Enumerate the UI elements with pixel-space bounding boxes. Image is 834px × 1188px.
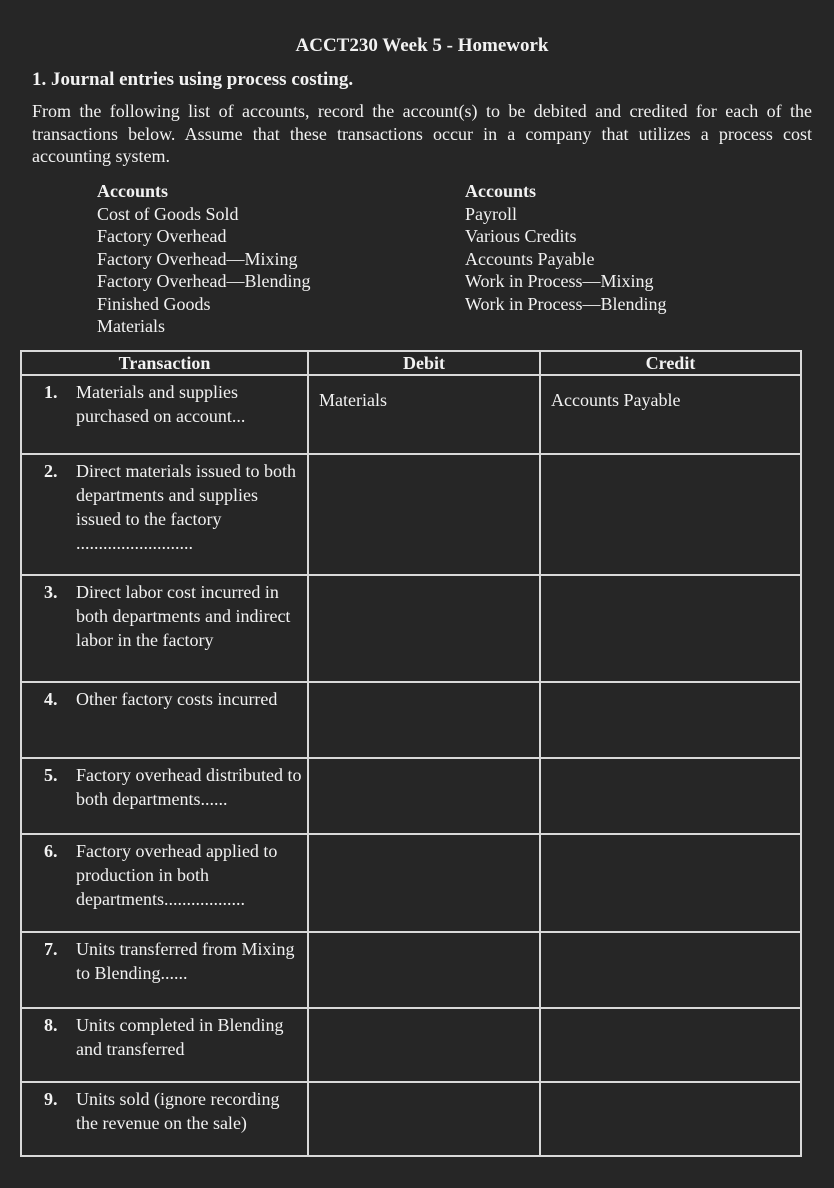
table-row <box>21 1082 801 1156</box>
credit-entry[interactable] <box>541 1083 800 1095</box>
transaction-text: Direct materials issued to both departments and supplies issued to the factory .......................... <box>76 461 296 553</box>
transaction-text: Units transferred from Mixing to Blending...... <box>76 939 295 983</box>
debit-entry[interactable]: Materials <box>319 390 387 410</box>
journal-table <box>20 350 802 1157</box>
credit-cell[interactable] <box>540 1082 801 1156</box>
account-item: Accounts Payable <box>465 248 595 269</box>
transaction-number: 8. <box>44 1015 58 1035</box>
header-transaction: Transaction <box>21 351 308 375</box>
credit-cell[interactable] <box>540 834 801 932</box>
transaction-number: 2. <box>44 461 58 481</box>
debit-cell[interactable] <box>308 1008 540 1082</box>
account-item: Materials <box>97 316 165 336</box>
debit-entry[interactable] <box>309 933 539 945</box>
account-item: Factory Overhead—Blending <box>97 271 311 291</box>
transaction-cell <box>21 932 308 1008</box>
transaction-text: Direct labor cost incurred in both departments and indirect labor in the factory <box>76 582 291 650</box>
page-title: ACCT230 Week 5 - Homework <box>295 35 549 56</box>
account-item: Finished Goods <box>97 293 211 314</box>
transaction-text: Factory overhead applied to production in both departments.................. <box>76 841 278 909</box>
header-credit: Credit <box>540 351 801 375</box>
transaction-number: 6. <box>44 841 58 861</box>
instructions: From the following list of accounts, record the account(s) to be debited and credited for each of the transactions below. Assume that these transactions occur in a company that utilizes a process cost accounting system. <box>32 101 812 166</box>
debit-entry[interactable] <box>309 1009 539 1021</box>
table-row <box>21 375 801 454</box>
debit-cell[interactable] <box>308 454 540 575</box>
account-item: Work in Process—Blending <box>465 293 667 314</box>
accounts-heading: Accounts <box>465 181 536 201</box>
credit-entry[interactable] <box>541 455 800 467</box>
credit-entry[interactable] <box>541 683 800 695</box>
transaction-text: Factory overhead distributed to both departments...... <box>76 765 302 809</box>
transaction-cell <box>21 575 308 682</box>
table-row <box>21 1008 801 1082</box>
table-row <box>21 758 801 834</box>
transaction-text: Other factory costs incurred <box>76 689 278 709</box>
credit-cell[interactable] <box>540 1008 801 1082</box>
credit-cell[interactable] <box>540 682 801 758</box>
credit-cell[interactable] <box>540 932 801 1008</box>
transaction-number: 5. <box>44 765 58 785</box>
credit-entry[interactable]: Accounts Payable <box>551 390 681 410</box>
transaction-number: 9. <box>44 1089 58 1109</box>
account-item: Payroll <box>465 203 517 224</box>
table-row <box>21 575 801 682</box>
debit-cell[interactable] <box>308 834 540 932</box>
accounts-list-right <box>465 180 667 315</box>
question-heading: 1. Journal entries using process costing. <box>32 69 354 90</box>
transaction-cell <box>21 454 308 575</box>
debit-entry[interactable] <box>309 576 539 588</box>
debit-entry[interactable] <box>309 683 539 695</box>
debit-cell[interactable] <box>308 375 540 454</box>
table-row <box>21 682 801 758</box>
table-row <box>21 834 801 932</box>
transaction-text: Units sold (ignore recording the revenue on the sale) <box>76 1089 280 1133</box>
credit-entry[interactable] <box>541 759 800 771</box>
table-row <box>21 932 801 1008</box>
accounts-heading: Accounts <box>97 181 168 201</box>
transaction-number: 1. <box>44 382 58 402</box>
transaction-cell <box>21 1008 308 1082</box>
header-debit: Debit <box>308 351 540 375</box>
transaction-text: Units completed in Blending and transferred <box>76 1015 284 1059</box>
debit-entry[interactable] <box>309 835 539 847</box>
transaction-cell <box>21 375 308 454</box>
transaction-number: 7. <box>44 939 58 959</box>
transaction-number: 3. <box>44 582 58 602</box>
credit-cell[interactable] <box>540 575 801 682</box>
transaction-number: 4. <box>44 689 58 709</box>
credit-entry[interactable] <box>541 1009 800 1021</box>
debit-cell[interactable] <box>308 758 540 834</box>
debit-entry[interactable] <box>309 1083 539 1095</box>
accounts-list-left <box>97 180 310 338</box>
debit-entry[interactable] <box>309 759 539 771</box>
debit-entry[interactable] <box>309 455 539 467</box>
debit-cell[interactable] <box>308 575 540 682</box>
transaction-cell <box>21 834 308 932</box>
transaction-text: Materials and supplies purchased on account... <box>76 382 246 426</box>
credit-cell[interactable] <box>540 758 801 834</box>
transaction-cell <box>21 682 308 758</box>
account-item: Factory Overhead—Mixing <box>97 248 298 269</box>
transaction-cell <box>21 758 308 834</box>
transaction-cell <box>21 1082 308 1156</box>
credit-entry[interactable] <box>541 576 800 588</box>
table-header-row <box>21 351 801 375</box>
table-row <box>21 454 801 575</box>
credit-cell[interactable] <box>540 375 801 454</box>
account-item: Cost of Goods Sold <box>97 203 239 224</box>
credit-entry[interactable] <box>541 933 800 945</box>
debit-cell[interactable] <box>308 682 540 758</box>
credit-cell[interactable] <box>540 454 801 575</box>
account-item: Various Credits <box>465 226 577 246</box>
debit-cell[interactable] <box>308 1082 540 1156</box>
debit-cell[interactable] <box>308 932 540 1008</box>
account-item: Work in Process—Mixing <box>465 271 654 291</box>
credit-entry[interactable] <box>541 835 800 847</box>
account-item: Factory Overhead <box>97 226 227 246</box>
